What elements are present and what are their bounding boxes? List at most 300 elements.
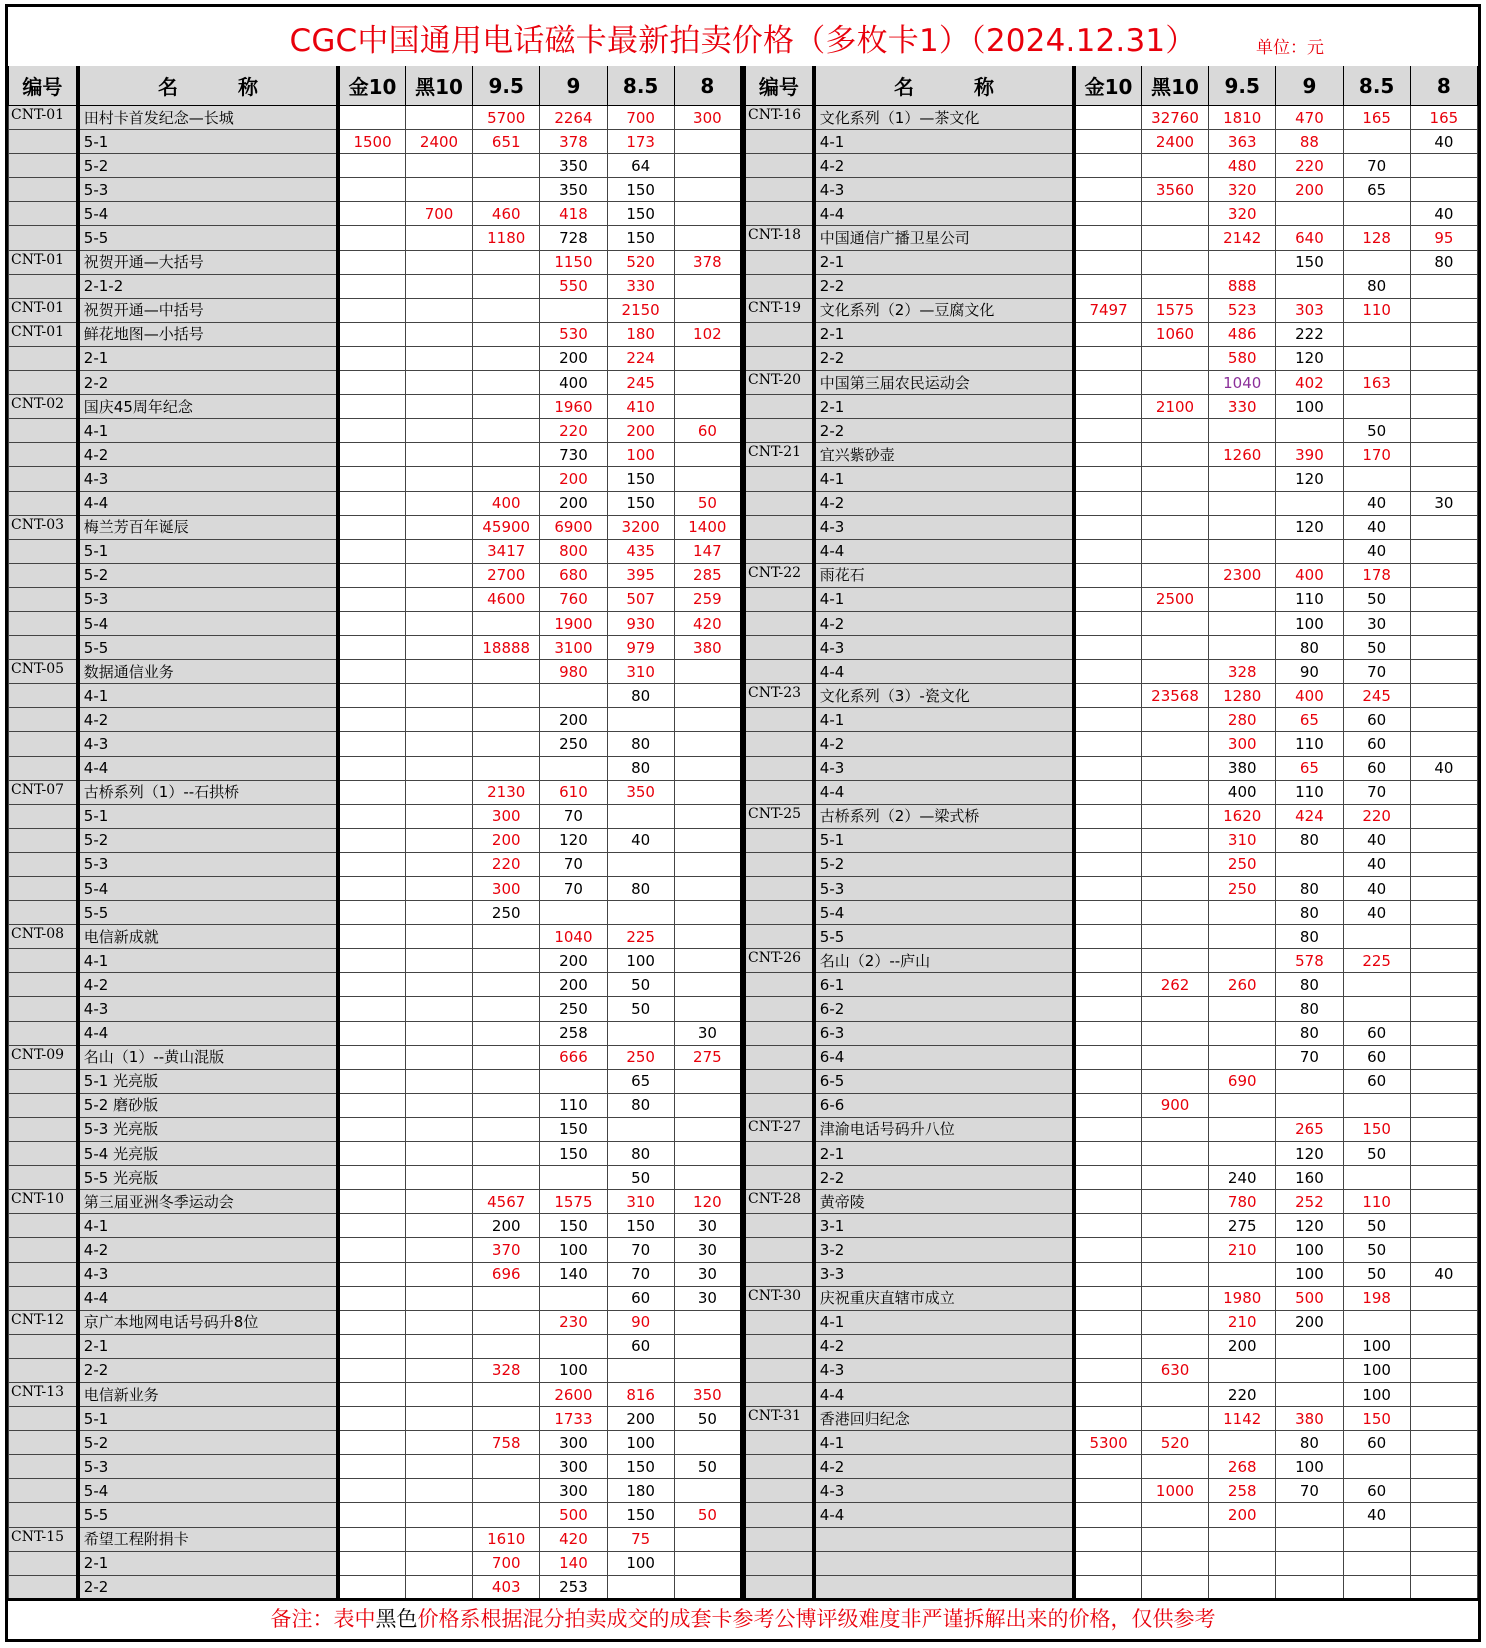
- cell-gold10: [338, 1262, 405, 1286]
- cell-black10: [1141, 1238, 1208, 1262]
- cell-g95: [1209, 901, 1276, 925]
- cell-name: 5-3: [78, 852, 338, 876]
- cell-g8: [1410, 1334, 1477, 1358]
- cell-g8: [1410, 1503, 1477, 1527]
- cell-g85: 930: [607, 611, 674, 635]
- cell-code: [745, 611, 814, 635]
- cell-g9: 100: [1276, 395, 1343, 419]
- cell-g95: 260: [1209, 973, 1276, 997]
- cell-g8: 30: [674, 1021, 741, 1045]
- cell-g95: [473, 973, 540, 997]
- cell-g95: 1610: [473, 1527, 540, 1551]
- cell-black10: [405, 1045, 472, 1069]
- cell-code: [9, 901, 78, 925]
- cell-name: 5-4: [78, 202, 338, 226]
- cell-g9: [1276, 1551, 1343, 1575]
- cell-g9: 1960: [540, 395, 607, 419]
- table-row: [745, 732, 1478, 756]
- cell-g95: [473, 1045, 540, 1069]
- cell-black10: [405, 1166, 472, 1190]
- cell-g8: [1410, 298, 1477, 322]
- cell-code: CNT-03: [9, 515, 78, 539]
- cell-black10: [405, 154, 472, 178]
- cell-name: 电信新业务: [78, 1382, 338, 1406]
- cell-code: [745, 1045, 814, 1069]
- cell-g85: 70: [1343, 154, 1410, 178]
- cell-g9: 80: [1276, 1021, 1343, 1045]
- cell-g8: 50: [674, 1503, 741, 1527]
- table-row: [9, 491, 742, 515]
- cell-g9: [1276, 274, 1343, 298]
- table-row: [745, 515, 1478, 539]
- cell-black10: [405, 467, 472, 491]
- cell-g95: [1209, 1142, 1276, 1166]
- cell-gold10: [1074, 1407, 1141, 1431]
- cell-g8: [674, 901, 741, 925]
- cell-g85: [1343, 395, 1410, 419]
- cell-name: 5-3: [78, 587, 338, 611]
- cell-code: [745, 1382, 814, 1406]
- cell-gold10: [338, 178, 405, 202]
- cell-g95: 320: [1209, 202, 1276, 226]
- cell-g85: 250: [607, 1045, 674, 1069]
- cell-name: 数据通信业务: [78, 660, 338, 684]
- cell-gold10: [338, 1190, 405, 1214]
- cell-code: [9, 274, 78, 298]
- table-row: [745, 371, 1478, 395]
- cell-gold10: 7497: [1074, 298, 1141, 322]
- table-row: [9, 1238, 742, 1262]
- cell-gold10: [1074, 274, 1141, 298]
- cell-g95: 1142: [1209, 1407, 1276, 1431]
- cell-black10: [405, 395, 472, 419]
- cell-code: [745, 491, 814, 515]
- cell-code: CNT-18: [745, 226, 814, 250]
- cell-black10: [1141, 250, 1208, 274]
- cell-gold10: [338, 1310, 405, 1334]
- cell-black10: [405, 1093, 472, 1117]
- cell-code: [745, 1021, 814, 1045]
- cell-g8: [674, 298, 741, 322]
- cell-g95: [1209, 611, 1276, 635]
- cell-g95: 328: [1209, 660, 1276, 684]
- cell-name: 6-4: [814, 1045, 1074, 1069]
- cell-g8: [1410, 1117, 1477, 1141]
- cell-black10: [405, 1382, 472, 1406]
- cell-black10: [405, 1142, 472, 1166]
- cell-name: 中国通信广播卫星公司: [814, 226, 1074, 250]
- cell-code: [745, 274, 814, 298]
- cell-gold10: [338, 780, 405, 804]
- table-row: [9, 298, 742, 322]
- cell-name: 4-3: [814, 1358, 1074, 1382]
- cell-name: 4-1: [78, 419, 338, 443]
- cell-gold10: [338, 1503, 405, 1527]
- cell-gold10: [1074, 973, 1141, 997]
- cell-black10: [405, 1358, 472, 1382]
- cell-g8: [1410, 1527, 1477, 1551]
- cell-g85: 80: [607, 1142, 674, 1166]
- cell-g95: 220: [473, 852, 540, 876]
- cell-g85: 350: [607, 780, 674, 804]
- cell-black10: 700: [405, 202, 472, 226]
- cell-g8: [1410, 780, 1477, 804]
- cell-code: [9, 1286, 78, 1310]
- cell-name: 希望工程附捐卡: [78, 1527, 338, 1551]
- left-header-row: [9, 66, 742, 106]
- cell-black10: [1141, 804, 1208, 828]
- table-row: [745, 780, 1478, 804]
- cell-g85: 225: [607, 925, 674, 949]
- cell-name: 名山（2）--庐山: [814, 949, 1074, 973]
- cell-gold10: [338, 563, 405, 587]
- cell-black10: [405, 949, 472, 973]
- cell-code: [9, 1455, 78, 1479]
- cell-g9: [540, 901, 607, 925]
- cell-gold10: [1074, 178, 1141, 202]
- cell-g85: 40: [1343, 877, 1410, 901]
- cell-g95: [473, 1069, 540, 1093]
- cell-gold10: [1074, 636, 1141, 660]
- cell-g8: [1410, 322, 1477, 346]
- cell-g9: 120: [1276, 1142, 1343, 1166]
- cell-code: [745, 636, 814, 660]
- cell-gold10: [1074, 395, 1141, 419]
- table-row: [9, 587, 742, 611]
- cell-black10: 2100: [1141, 395, 1208, 419]
- cell-gold10: [1074, 563, 1141, 587]
- table-row: [9, 371, 742, 395]
- cell-g85: 100: [607, 1551, 674, 1575]
- cell-code: CNT-20: [745, 371, 814, 395]
- cell-black10: [405, 1021, 472, 1045]
- cell-g9: [540, 1069, 607, 1093]
- table-row: [9, 636, 742, 660]
- table-row: [745, 226, 1478, 250]
- cell-g8: 30: [674, 1286, 741, 1310]
- cell-black10: [405, 539, 472, 563]
- cell-g8: [674, 852, 741, 876]
- cell-g85: [607, 804, 674, 828]
- cell-code: [9, 539, 78, 563]
- cell-code: CNT-13: [9, 1382, 78, 1406]
- left-header-black10: 黑10: [405, 66, 472, 106]
- cell-g8: [1410, 708, 1477, 732]
- cell-gold10: [1074, 997, 1141, 1021]
- table-row: [9, 1142, 742, 1166]
- table-row: [9, 1262, 742, 1286]
- cell-g9: 120: [1276, 1214, 1343, 1238]
- cell-black10: [1141, 491, 1208, 515]
- cell-code: [745, 901, 814, 925]
- cell-g85: 520: [607, 250, 674, 274]
- cell-code: CNT-28: [745, 1190, 814, 1214]
- cell-g9: 1040: [540, 925, 607, 949]
- cell-g8: [1410, 901, 1477, 925]
- cell-code: [745, 130, 814, 154]
- cell-g95: [473, 1021, 540, 1045]
- cell-g9: 220: [1276, 154, 1343, 178]
- cell-g85: 50: [1343, 636, 1410, 660]
- cell-name: 2-1: [814, 395, 1074, 419]
- cell-g9: 100: [540, 1358, 607, 1382]
- cell-gold10: 1500: [338, 130, 405, 154]
- cell-g8: 40: [1410, 1262, 1477, 1286]
- cell-g95: 480: [1209, 154, 1276, 178]
- cell-g85: 75: [607, 1527, 674, 1551]
- cell-g8: [1410, 371, 1477, 395]
- cell-g9: 200: [1276, 1310, 1343, 1334]
- cell-g85: 80: [607, 732, 674, 756]
- right-header-g95: 9.5: [1209, 66, 1276, 106]
- cell-code: [9, 1093, 78, 1117]
- table-row: [745, 1503, 1478, 1527]
- cell-code: [745, 1310, 814, 1334]
- cell-g95: [473, 250, 540, 274]
- cell-g85: 50: [1343, 1262, 1410, 1286]
- cell-g85: 100: [607, 949, 674, 973]
- cell-g8: [674, 925, 741, 949]
- cell-gold10: [338, 636, 405, 660]
- cell-name: 4-3: [814, 178, 1074, 202]
- cell-g85: 60: [607, 1286, 674, 1310]
- cell-black10: [405, 660, 472, 684]
- cell-code: CNT-26: [745, 949, 814, 973]
- cell-gold10: [1074, 1238, 1141, 1262]
- cell-code: [745, 467, 814, 491]
- cell-code: [9, 467, 78, 491]
- cell-black10: [1141, 443, 1208, 467]
- cell-code: [745, 1358, 814, 1382]
- cell-g85: 110: [1343, 1190, 1410, 1214]
- cell-black10: [405, 491, 472, 515]
- table-row: [9, 1503, 742, 1527]
- cell-black10: [1141, 732, 1208, 756]
- cell-g85: 173: [607, 130, 674, 154]
- cell-black10: [405, 322, 472, 346]
- cell-code: [745, 322, 814, 346]
- cell-g9: 70: [1276, 1479, 1343, 1503]
- cell-g85: 70: [1343, 660, 1410, 684]
- table-row: [9, 660, 742, 684]
- cell-gold10: [1074, 1479, 1141, 1503]
- cell-code: [9, 636, 78, 660]
- cell-black10: [405, 250, 472, 274]
- cell-gold10: [1074, 1455, 1141, 1479]
- cell-g95: [473, 949, 540, 973]
- cell-black10: [1141, 1334, 1208, 1358]
- cell-g95: 210: [1209, 1238, 1276, 1262]
- cell-name: 祝贺开通—大括号: [78, 250, 338, 274]
- cell-g8: [674, 274, 741, 298]
- cell-black10: [405, 1286, 472, 1310]
- cell-black10: [405, 1575, 472, 1599]
- cell-g8: 259: [674, 587, 741, 611]
- cell-g95: 200: [473, 828, 540, 852]
- cell-code: CNT-15: [9, 1527, 78, 1551]
- table-row: [745, 925, 1478, 949]
- cell-g95: [473, 1093, 540, 1117]
- table-row: [745, 1575, 1478, 1599]
- left-price-table: [8, 66, 743, 1600]
- cell-g8: [674, 1142, 741, 1166]
- cell-black10: [405, 587, 472, 611]
- cell-name: 4-3: [814, 636, 1074, 660]
- cell-g8: [674, 1527, 741, 1551]
- table-row: [745, 1045, 1478, 1069]
- cell-name: 5-3: [78, 1455, 338, 1479]
- cell-g95: [1209, 636, 1276, 660]
- cell-black10: [405, 1334, 472, 1358]
- cell-g95: 328: [473, 1358, 540, 1382]
- table-row: [745, 106, 1478, 130]
- table-row: [745, 130, 1478, 154]
- cell-g8: [674, 1479, 741, 1503]
- left-header-name: 名 称: [78, 66, 338, 106]
- cell-gold10: [1074, 467, 1141, 491]
- table-row: [745, 1021, 1478, 1045]
- cell-g8: [1410, 949, 1477, 973]
- cell-name: 4-2: [78, 443, 338, 467]
- table-row: [9, 1117, 742, 1141]
- cell-name: 4-4: [814, 1503, 1074, 1527]
- cell-black10: [405, 1479, 472, 1503]
- table-row: [9, 539, 742, 563]
- cell-black10: [1141, 1214, 1208, 1238]
- cell-g95: 1260: [1209, 443, 1276, 467]
- footnote-black-word: 黑色: [375, 1607, 418, 1631]
- cell-g85: 245: [607, 371, 674, 395]
- cell-g95: [473, 298, 540, 322]
- cell-g9: 730: [540, 443, 607, 467]
- right-header-gold10: 金10: [1074, 66, 1141, 106]
- cell-gold10: [338, 732, 405, 756]
- cell-name: 4-4: [814, 780, 1074, 804]
- cell-black10: [405, 1455, 472, 1479]
- cell-g9: [540, 1286, 607, 1310]
- cell-g95: 400: [1209, 780, 1276, 804]
- cell-black10: 2400: [405, 130, 472, 154]
- cell-g95: 210: [1209, 1310, 1276, 1334]
- cell-code: [9, 828, 78, 852]
- cell-name: 4-3: [78, 1262, 338, 1286]
- cell-g95: [1209, 1358, 1276, 1382]
- cell-gold10: [1074, 611, 1141, 635]
- table-row: [745, 322, 1478, 346]
- cell-g85: [1343, 1093, 1410, 1117]
- cell-g95: [1209, 949, 1276, 973]
- cell-g85: 310: [607, 660, 674, 684]
- cell-black10: [405, 1238, 472, 1262]
- cell-code: CNT-31: [745, 1407, 814, 1431]
- cell-name: 古桥系列（1）--石拱桥: [78, 780, 338, 804]
- cell-name: 鲜花地图—小括号: [78, 322, 338, 346]
- cell-name: 4-4: [78, 756, 338, 780]
- cell-g9: 350: [540, 178, 607, 202]
- cell-g9: 550: [540, 274, 607, 298]
- cell-g85: 979: [607, 636, 674, 660]
- cell-g9: 120: [540, 828, 607, 852]
- cell-g95: 258: [1209, 1479, 1276, 1503]
- cell-code: [745, 780, 814, 804]
- cell-name: [814, 1527, 1074, 1551]
- cell-code: [745, 1479, 814, 1503]
- cell-g8: [1410, 1142, 1477, 1166]
- table-row: [745, 1117, 1478, 1141]
- cell-black10: 1000: [1141, 1479, 1208, 1503]
- cell-g8: [674, 828, 741, 852]
- cell-g85: [1343, 1310, 1410, 1334]
- cell-g8: [674, 1069, 741, 1093]
- cell-code: [745, 1334, 814, 1358]
- cell-code: [9, 1551, 78, 1575]
- cell-g95: [1209, 1431, 1276, 1455]
- cell-gold10: [1074, 1142, 1141, 1166]
- cell-g85: 310: [607, 1190, 674, 1214]
- cell-g85: 163: [1343, 371, 1410, 395]
- cell-g95: [473, 925, 540, 949]
- cell-code: CNT-25: [745, 804, 814, 828]
- cell-name: 5-5: [78, 226, 338, 250]
- cell-g85: 110: [1343, 298, 1410, 322]
- cell-g9: 80: [1276, 925, 1343, 949]
- cell-g95: [1209, 1021, 1276, 1045]
- cell-g9: 90: [1276, 660, 1343, 684]
- cell-g8: 80: [1410, 250, 1477, 274]
- cell-name: 4-4: [78, 491, 338, 515]
- cell-code: [745, 828, 814, 852]
- cell-g95: [1209, 925, 1276, 949]
- cell-g9: [1276, 1069, 1343, 1093]
- cell-g9: 200: [1276, 178, 1343, 202]
- cell-name: 5-2: [78, 154, 338, 178]
- cell-code: [745, 877, 814, 901]
- cell-black10: [1141, 828, 1208, 852]
- cell-black10: [1141, 1117, 1208, 1141]
- cell-name: 6-3: [814, 1021, 1074, 1045]
- cell-code: [9, 1479, 78, 1503]
- cell-code: [9, 419, 78, 443]
- table-row: [745, 1069, 1478, 1093]
- cell-g8: 50: [674, 491, 741, 515]
- cell-gold10: [338, 804, 405, 828]
- cell-gold10: [1074, 202, 1141, 226]
- cell-g95: 200: [473, 1214, 540, 1238]
- cell-g9: 65: [1276, 708, 1343, 732]
- table-row: [745, 1334, 1478, 1358]
- cell-g9: [1276, 419, 1343, 443]
- cell-black10: [1141, 1262, 1208, 1286]
- table-row: [9, 1407, 742, 1431]
- cell-g85: [1343, 925, 1410, 949]
- cell-gold10: [1074, 1286, 1141, 1310]
- cell-g8: 120: [674, 1190, 741, 1214]
- cell-g8: 95: [1410, 226, 1477, 250]
- left-header-g8: 8: [674, 66, 741, 106]
- cell-g9: 300: [540, 1455, 607, 1479]
- cell-code: [745, 515, 814, 539]
- cell-code: [745, 925, 814, 949]
- cell-gold10: [338, 491, 405, 515]
- cell-gold10: [338, 708, 405, 732]
- cell-name: 4-1: [814, 587, 1074, 611]
- cell-gold10: [338, 1142, 405, 1166]
- table-row: [745, 202, 1478, 226]
- cell-name: 国庆45周年纪念: [78, 395, 338, 419]
- cell-g95: [473, 371, 540, 395]
- cell-gold10: [1074, 371, 1141, 395]
- cell-gold10: [1074, 515, 1141, 539]
